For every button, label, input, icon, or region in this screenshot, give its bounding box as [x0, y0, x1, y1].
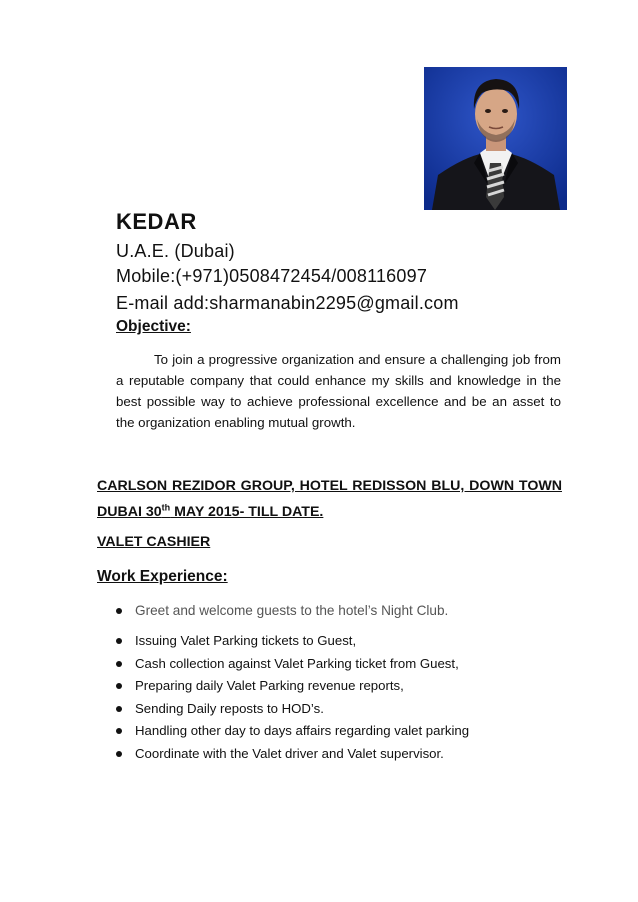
objective-text: To join a progressive organization and ensure a challenging job from a reputable company that could enhance my skills and knowledge in the best possible way to achieve professional excellence and be an asset to the organization enabling mutual growth.: [116, 352, 561, 430]
duty-text: Cash collection against Valet Parking ticket from Guest,: [135, 655, 459, 671]
list-item: [116, 743, 469, 766]
candidate-name: KEDAR: [116, 209, 197, 234]
position-title: VALET CASHIER: [97, 534, 211, 550]
bullet-icon: [116, 661, 122, 667]
bullet-icon: [116, 728, 122, 734]
bullet-icon: [116, 638, 122, 644]
list-item: [116, 630, 469, 653]
employment-dates: MAY 2015- TILL DATE.: [170, 504, 324, 520]
duty-text: Greet and welcome guests to the hotel’s Night Club.: [135, 603, 449, 618]
duty-text: Sending Daily reposts to HOD’s.: [135, 700, 324, 716]
duty-text: Coordinate with the Valet driver and Valet supervisor.: [135, 745, 444, 761]
objective-heading: Objective:: [116, 318, 191, 335]
bullet-icon: [116, 706, 122, 712]
duty-text: Preparing daily Valet Parking revenue reports,: [135, 678, 404, 693]
company-name: CARLSON REZIDOR GROUP, HOTEL REDISSON BLU, DOWN TOWN DUBAI 30: [97, 478, 562, 520]
bullet-icon: [116, 751, 122, 757]
email-address: E-mail add:sharmanabin2295@gmail.com: [116, 293, 459, 313]
list-item: [116, 720, 469, 743]
list-item: [116, 653, 469, 676]
company-heading: [97, 473, 562, 525]
location: U.A.E. (Dubai): [116, 241, 235, 261]
work-experience-heading: Work Experience:: [97, 568, 228, 585]
duty-text: Handling other day to days affairs regarding valet parking: [135, 723, 470, 738]
bullet-icon: [116, 683, 122, 689]
duty-text: Issuing Valet Parking tickets to Guest,: [135, 633, 357, 648]
list-item: [116, 698, 469, 721]
list-item: [116, 675, 469, 698]
bullet-icon: [116, 608, 122, 614]
profile-photo: [424, 67, 567, 210]
mobile-number: Mobile:(+971)0508472454/008116097: [116, 266, 428, 286]
list-item: [116, 600, 469, 630]
date-superscript: th: [161, 502, 171, 513]
duties-list: [116, 600, 469, 765]
